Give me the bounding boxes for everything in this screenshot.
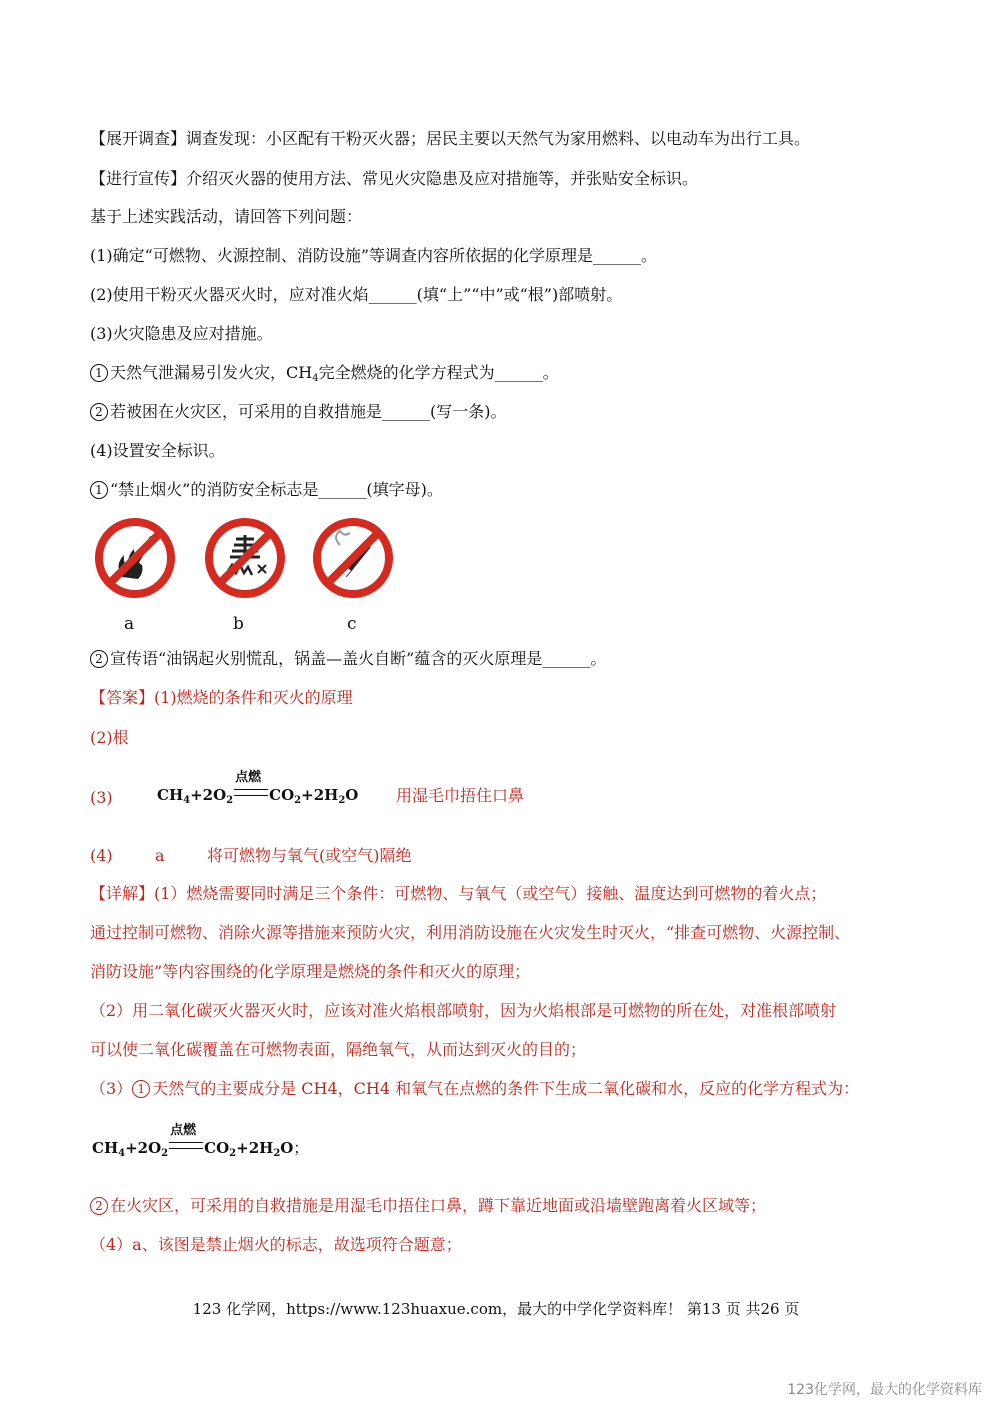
- site-watermark: 123化学网，最大的化学资料库: [787, 1382, 982, 1398]
- eq-condition: 点燃: [235, 770, 262, 785]
- equation-answer: [157, 770, 359, 806]
- detail-7-text: 在火灾区，可采用的自救措施是用湿毛巾捂住口鼻，蹲下靠近地面或沿墙壁跑离着火区域等；: [110, 1196, 767, 1215]
- eq-text: +2O: [125, 1139, 162, 1157]
- no-smoking-sign-c: [310, 515, 396, 601]
- question-4-2-text: 宣传语“油锅起火别慌乱，锅盖—盖火自断”蕴含的灭火原理是______。: [110, 649, 607, 668]
- detail-6: [90, 1078, 859, 1100]
- subscript: 4: [312, 373, 319, 384]
- detail-1: 【详解】(1）燃烧需要同时满足三个条件：可燃物、与氧气（或空气）接触、温度达到可燃物的着火点；: [90, 884, 827, 903]
- detail-8: （4）a、该图是禁止烟火的标志，故选项符合题意；: [90, 1235, 462, 1254]
- eq-text: CH: [92, 1139, 119, 1157]
- eq-equals: [234, 789, 268, 796]
- page-footer: 123 化学网，https://www.123huaxue.com，最大的中学化学资料库！ 第13 页 共26 页: [192, 1300, 800, 1318]
- detail-5: 可以使二氧化碳覆盖在可燃物表面，隔绝氧气，从而达到灭火的目的；: [90, 1040, 587, 1059]
- eq-semicolon: ；: [293, 1139, 309, 1157]
- eq-equals: [169, 1142, 203, 1149]
- circled-number: 1: [90, 364, 108, 382]
- sign-label-a: a: [124, 614, 135, 634]
- equation-detail: [92, 1123, 309, 1159]
- circled-number: 2: [90, 650, 108, 668]
- question-4: (4)设置安全标识。: [90, 441, 225, 460]
- answer-1: 【答案】(1)燃烧的条件和灭火的原理: [90, 688, 353, 707]
- eq-sub: 2: [294, 795, 302, 806]
- eq-sub: 2: [273, 1148, 281, 1159]
- answer-3-number: (3): [90, 788, 113, 807]
- sign-label-b: b: [233, 614, 244, 634]
- detail-6-text: 天然气的主要成分是 CH4，CH4 和氧气在点燃的条件下生成二氧化碳和水，反应的化学方程式为：: [152, 1079, 860, 1098]
- eq-sub: 2: [226, 795, 234, 806]
- no-fireworks-sign-b: [202, 515, 288, 601]
- eq-text: CO: [204, 1139, 230, 1157]
- question-2: (2)使用干粉灭火器灭火时，应对准火焰______(填“上”“中”或“根”)部喷射。: [90, 285, 623, 304]
- eq-sub: 4: [183, 795, 191, 806]
- sign-label-c: c: [347, 614, 357, 634]
- eq-sub: 2: [161, 1148, 169, 1159]
- answer-4-text: 将可燃物与氧气(或空气)隔绝: [207, 846, 412, 865]
- answer-4-number: (4): [90, 846, 113, 865]
- question-4-2: [90, 648, 606, 670]
- question-3: (3)火灾隐患及应对措施。: [90, 324, 273, 343]
- circled-number: 2: [90, 403, 108, 421]
- question-3-1-post: 完全燃烧的化学方程式为______。: [318, 363, 559, 382]
- eq-sub: 4: [118, 1148, 126, 1159]
- question-3-2-text: 若被困在火灾区，可采用的自救措施是______(写一条)。: [110, 402, 507, 421]
- question-3-1: [90, 362, 559, 390]
- detail-7: [90, 1195, 766, 1217]
- detail-2: 通过控制可燃物、消除火源等措施来预防火灾，利用消防设施在火灾发生时灭火，“排查可燃物、火源控制、: [90, 923, 851, 942]
- circled-number: 1: [132, 1080, 150, 1098]
- no-fire-sign-a: [92, 515, 178, 601]
- eq-text: +2O: [190, 786, 227, 804]
- eq-sub: 2: [229, 1148, 237, 1159]
- answer-3-text: 用湿毛巾捂住口鼻: [396, 786, 525, 805]
- question-1: (1)确定“可燃物、火源控制、消防设施”等调查内容所依据的化学原理是______。: [90, 246, 658, 265]
- detail-6-pre: （3）: [90, 1079, 133, 1098]
- question-3-1-pre: 天然气泄漏易引发火灾，CH: [110, 363, 313, 382]
- publicity-paragraph: 【进行宣传】介绍灭火器的使用方法、常见火灾隐患及应对措施等，并张贴安全标识。: [90, 169, 699, 188]
- question-4-1: [90, 479, 443, 501]
- eq-text: +2H: [301, 786, 339, 804]
- eq-text: +2H: [236, 1139, 274, 1157]
- circled-number: 1: [90, 481, 108, 499]
- answer-2: (2)根: [90, 728, 129, 747]
- eq-text: O: [280, 1139, 294, 1157]
- investigation-paragraph: 【展开调查】调查发现：小区配有干粉灭火器；居民主要以天然气为家用燃料、以电动车为出行工具。: [90, 129, 811, 148]
- eq-text: CH: [157, 786, 184, 804]
- eq-text: O: [345, 786, 359, 804]
- detail-3: 消防设施”等内容围绕的化学原理是燃烧的条件和灭火的原理；: [90, 962, 531, 981]
- circled-number: 2: [90, 1197, 108, 1215]
- question-intro: 基于上述实践活动，请回答下列问题：: [90, 207, 363, 226]
- question-4-1-text: “禁止烟火”的消防安全标志是______(填字母)。: [110, 480, 443, 499]
- eq-condition: 点燃: [170, 1123, 197, 1138]
- eq-sub: 2: [338, 795, 346, 806]
- answer-4-letter: a: [155, 846, 165, 865]
- eq-text: CO: [269, 786, 295, 804]
- detail-4: （2）用二氧化碳灭火器灭火时，应该对准火焰根部喷射，因为火焰根部是可燃物的所在处，对准根部喷射: [90, 1001, 837, 1020]
- question-3-2: [90, 401, 507, 423]
